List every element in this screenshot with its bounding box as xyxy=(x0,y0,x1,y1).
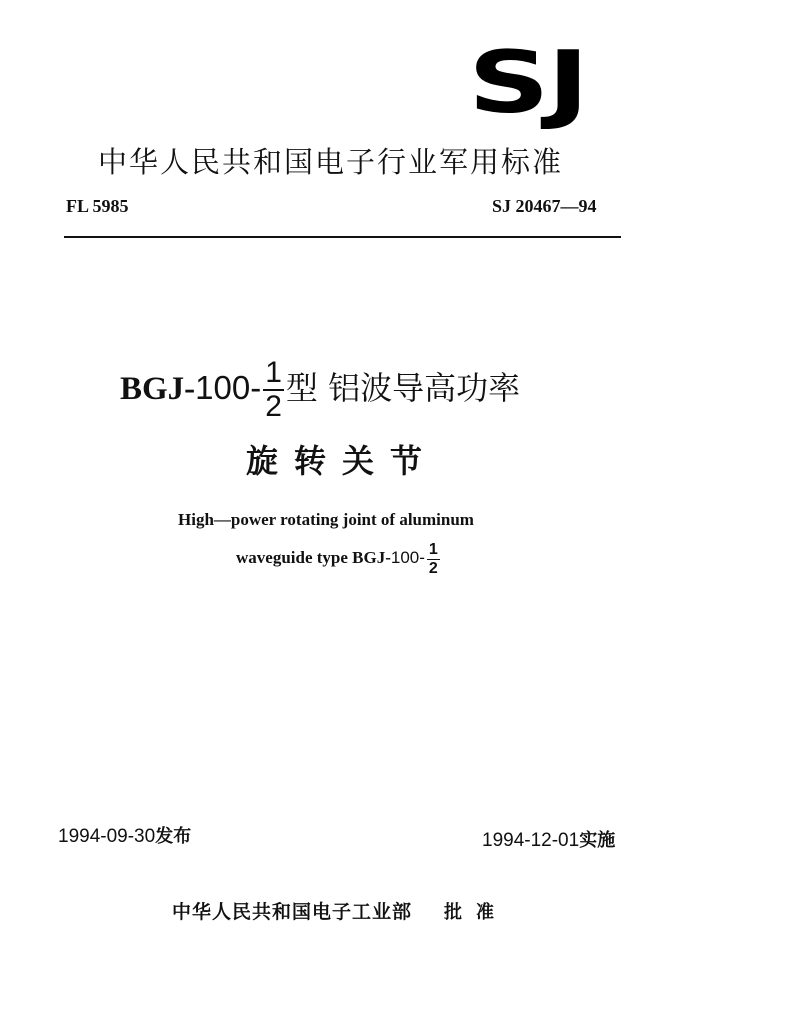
effective-date-value: 1994-12-01 xyxy=(482,830,580,851)
header-divider xyxy=(64,236,621,238)
approving-authority: 中华人民共和国电子工业部 xyxy=(172,901,413,923)
english-model-fraction xyxy=(427,542,440,577)
sj-logo: SJ xyxy=(468,33,587,133)
english-model-prefix: waveguide type BGJ- xyxy=(236,548,391,567)
standard-number: SJ 20467—94 xyxy=(492,196,597,216)
issue-label: 发布 xyxy=(155,826,192,847)
effective-label: 实施 xyxy=(579,830,616,851)
title-suffix: 型 铝波导高功率 xyxy=(285,369,521,407)
chinese-title-line-1 xyxy=(120,352,520,424)
issue-date xyxy=(58,822,191,848)
english-model-number: 100- xyxy=(390,548,425,567)
english-title-line-2 xyxy=(236,536,442,580)
standard-title: 中华人民共和国电子行业军用标准 xyxy=(98,145,564,179)
model-fraction xyxy=(263,358,284,422)
english-fraction-denominator: 2 xyxy=(428,559,438,577)
english-fraction-numerator: 1 xyxy=(428,540,438,558)
model-number: 100- xyxy=(195,369,262,406)
issue-date-value: 1994-09-30 xyxy=(58,826,156,847)
english-title-line-1: High—power rotating joint of aluminum xyxy=(178,510,474,529)
chinese-title-line-2: 旋转关节 xyxy=(246,442,439,480)
effective-date xyxy=(482,826,615,852)
approve-label: 批准 xyxy=(444,902,508,923)
fraction-denominator: 2 xyxy=(265,390,282,423)
fraction-numerator: 1 xyxy=(265,356,282,389)
classification-code: FL 5985 xyxy=(66,196,129,216)
model-prefix: BGJ- xyxy=(120,371,196,407)
